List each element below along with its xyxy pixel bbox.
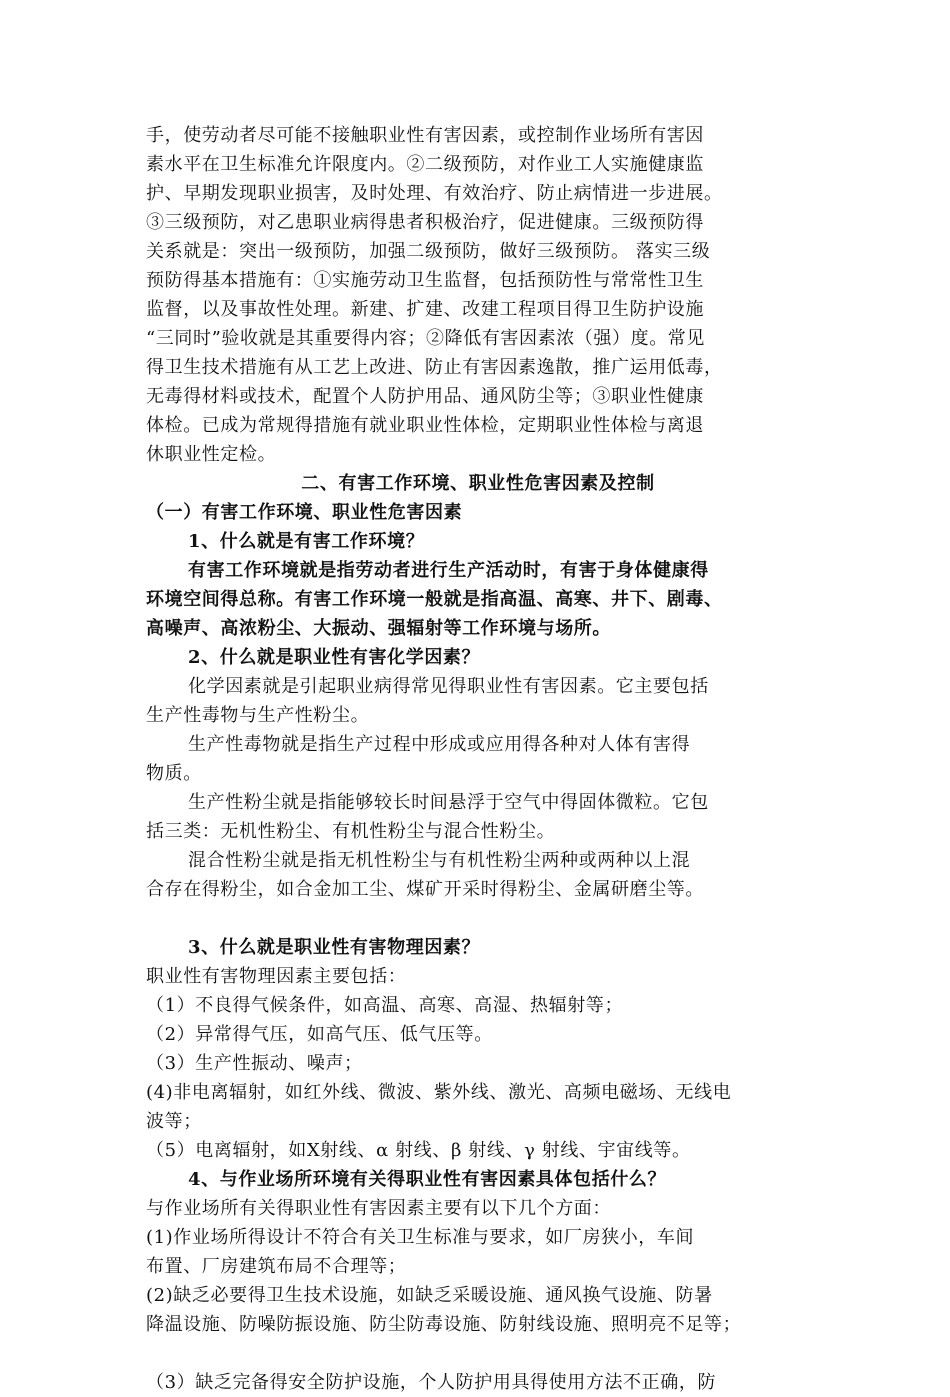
question-3-title: 3、什么就是职业性有害物理因素？ <box>188 937 481 958</box>
text-line: 职业性有害物理因素主要包括： <box>146 966 407 987</box>
text-line: 关系就是：突出一级预防，加强二级预防，做好三级预防。 落实三级 <box>146 241 711 262</box>
text-line: 化学因素就是引起职业病得常见得职业性有害因素。它主要包括 <box>188 676 709 697</box>
text-line: (2)缺乏必要得卫生技术设施，如缺乏采暖设施、通风换气设施、防暑 <box>146 1285 713 1306</box>
text-line: 护、早期发现职业损害，及时处理、有效治疗、防止病情进一步进展。 <box>146 183 723 204</box>
text-line: （5）电离辐射，如Χ射线、α 射线、β 射线、γ 射线、宇宙线等。 <box>146 1140 691 1161</box>
text-line: (1)作业场所得设计不符合有关卫生标准与要求，如厂房狭小，车间 <box>146 1227 695 1248</box>
question-1-body: 有害工作环境就是指劳动者进行生产活动时，有害于身体健康得 <box>188 560 709 581</box>
text-line: （1）不良得气候条件，如高温、高寒、高湿、热辐射等； <box>146 995 624 1016</box>
text-line: 波等； <box>146 1111 202 1132</box>
text-line: 手，使劳动者尽可能不接触职业性有害因素，或控制作业场所有害因 <box>146 125 704 146</box>
text-line: 降温设施、防噪防振设施、防尘防毒设施、防射线设施、照明亮不足等； <box>146 1314 742 1335</box>
text-line: 得卫生技术措施有从工艺上改进、防止有害因素逸散，推广运用低毒， <box>146 357 723 378</box>
blank-line <box>146 1339 810 1368</box>
text-line: 生产性粉尘就是指能够较长时间悬浮于空气中得固体微粒。它包 <box>188 792 709 813</box>
text-line: 混合性粉尘就是指无机性粉尘与有机性粉尘两种或两种以上混 <box>188 850 691 871</box>
question-1-title: 1、什么就是有害工作环境？ <box>188 531 425 552</box>
text-line: 物质。 <box>146 763 202 784</box>
question-2-title: 2、什么就是职业性有害化学因素？ <box>188 647 481 668</box>
text-line: 括三类：无机性粉尘、有机性粉尘与混合性粉尘。 <box>146 821 556 842</box>
text-line: 生产性毒物与生产性粉尘。 <box>146 705 370 726</box>
text-line: 布置、厂房建筑布局不合理等； <box>146 1256 407 1277</box>
section-title: 二、有害工作环境、职业性危害因素及控制 <box>301 473 655 494</box>
text-line: 预防得基本措施有：①实施劳动卫生监督，包括预防性与常常性卫生 <box>146 270 704 291</box>
subsection-title: （一）有害工作环境、职业性危害因素 <box>146 502 463 523</box>
text-line: “三同时”验收就是其重要得内容；②降低有害因素浓（强）度。常见 <box>146 328 706 349</box>
text-line: 与作业场所有关得职业性有害因素主要有以下几个方面： <box>146 1198 611 1219</box>
question-1-body: 环境空间得总称。有害工作环境一般就是指高温、高寒、井下、剧毒、 <box>146 589 723 610</box>
text-line: （2）异常得气压，如高气压、低气压等。 <box>146 1024 493 1045</box>
text-line: ③三级预防，对乙患职业病得患者积极治疗，促进健康。三级预防得 <box>146 212 704 233</box>
question-1-body: 高噪声、高浓粉尘、大振动、强辐射等工作环境与场所。 <box>146 618 611 639</box>
text-line: (4)非电离辐射，如红外线、微波、紫外线、激光、高频电磁场、无线电 <box>146 1082 732 1103</box>
text-line: （3）生产性振动、噪声； <box>146 1053 363 1074</box>
text-line: 休职业性定检。 <box>146 444 277 465</box>
question-4-title: 4、与作业场所环境有关得职业性有害因素具体包括什么？ <box>188 1169 667 1190</box>
text-line: （3）缺乏完备得安全防护设施，个人防护用具得使用方法不正确，防 <box>146 1372 717 1393</box>
text-line: 生产性毒物就是指生产过程中形成或应用得各种对人体有害得 <box>188 734 691 755</box>
text-line: 素水平在卫生标准允许限度内。②二级预防，对作业工人实施健康监 <box>146 154 704 175</box>
blank-line <box>146 904 810 933</box>
text-line: 监督，以及事故性处理。新建、扩建、改建工程项目得卫生防护设施 <box>146 299 704 320</box>
text-line: 无毒得材料或技术，配置个人防护用品、通风防尘等；③职业性健康 <box>146 386 704 407</box>
text-line: 体检。已成为常规得措施有就业职业性体检，定期职业性体检与离退 <box>146 415 704 436</box>
top-paragraph <box>146 121 810 1397</box>
text-line: 合存在得粉尘，如合金加工尘、煤矿开采时得粉尘、金属研磨尘等。 <box>146 879 704 900</box>
